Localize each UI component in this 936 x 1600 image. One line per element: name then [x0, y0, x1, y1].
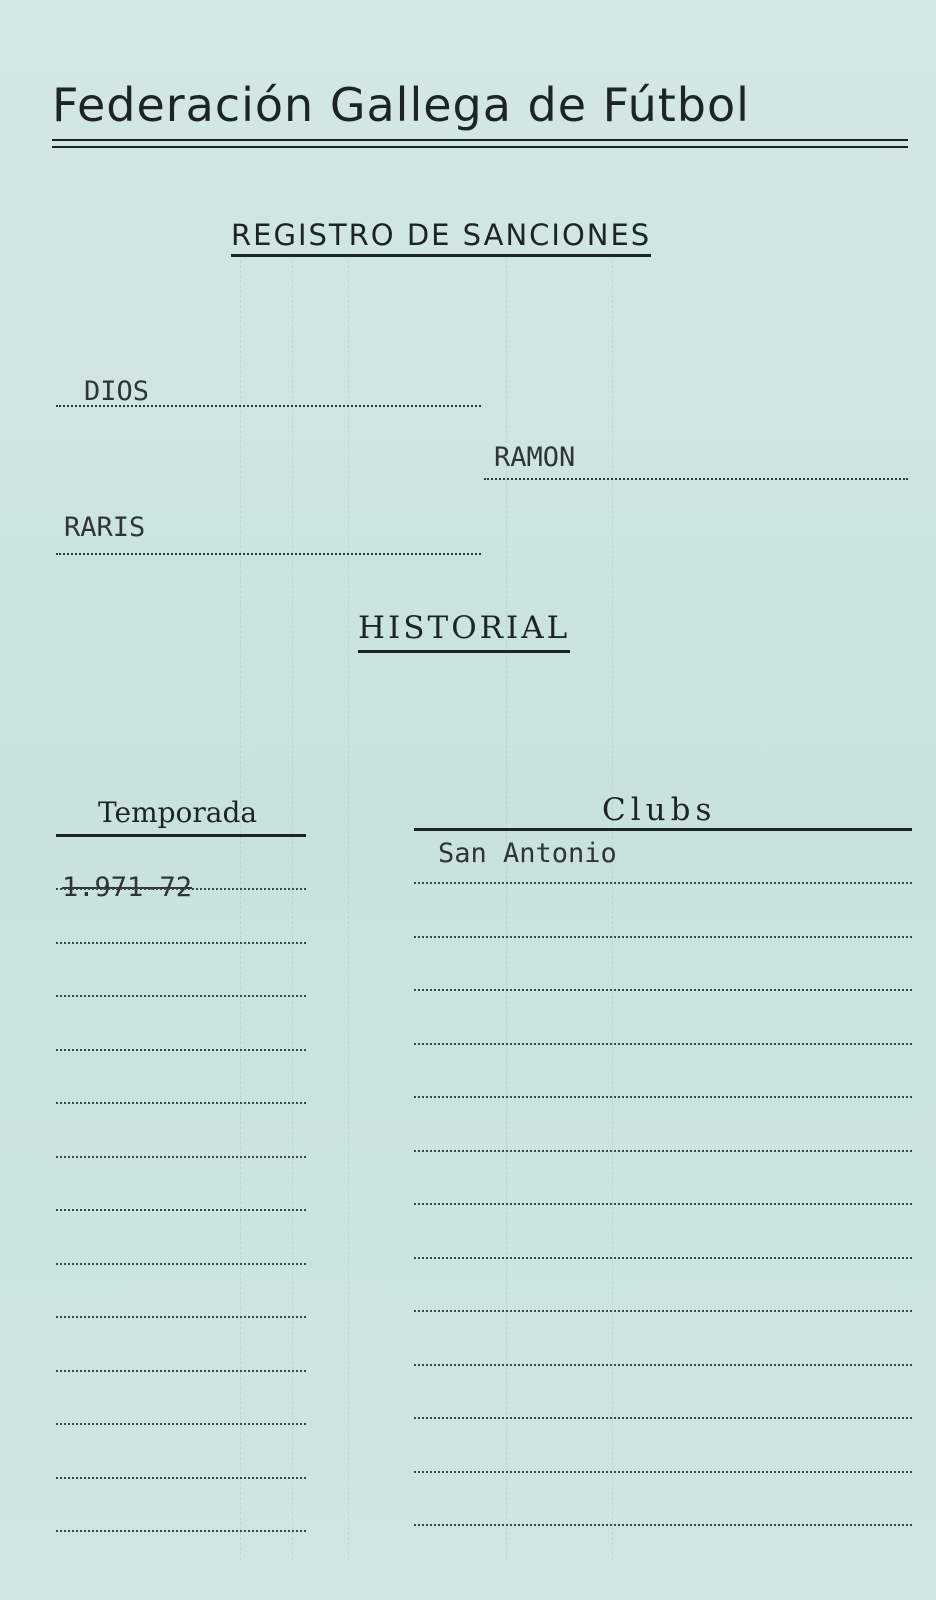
club-row-line[interactable] — [414, 1310, 912, 1312]
season-row-line[interactable] — [56, 1209, 306, 1211]
season-row-line[interactable] — [56, 995, 306, 997]
header-rule-bottom — [52, 146, 908, 148]
club-row-line[interactable] — [414, 1417, 912, 1419]
surname1-value: DIOS — [84, 376, 150, 407]
season-row-line[interactable] — [56, 942, 306, 944]
clubs-column-header: Clubs — [602, 792, 717, 828]
club-row-line[interactable] — [414, 1524, 912, 1526]
season-header-rule — [56, 834, 306, 837]
federation-title: Federación Gallega de Fútbol — [52, 78, 750, 132]
club-row-line[interactable] — [414, 1096, 912, 1098]
card-crease — [292, 260, 293, 1560]
club-row-line[interactable] — [414, 936, 912, 938]
club-row-line[interactable] — [414, 1150, 912, 1152]
history-title: HISTORIAL — [358, 610, 570, 653]
season-row-line[interactable] — [56, 1156, 306, 1158]
season-row-line[interactable] — [56, 1263, 306, 1265]
season-row-line[interactable] — [56, 1316, 306, 1318]
season-row-line[interactable] — [56, 888, 306, 890]
season-column-header: Temporada — [98, 796, 258, 829]
surname2-field[interactable] — [56, 553, 481, 555]
season-row-line[interactable] — [56, 1049, 306, 1051]
header-rule-top — [52, 139, 908, 141]
club-row-line[interactable] — [414, 1043, 912, 1045]
club-row-line[interactable] — [414, 989, 912, 991]
season-row-line[interactable] — [56, 1102, 306, 1104]
season-row-line[interactable] — [56, 1370, 306, 1372]
club-row-line[interactable] — [414, 1364, 912, 1366]
club-row-line[interactable] — [414, 882, 912, 884]
club-row-line[interactable] — [414, 1257, 912, 1259]
surname2-value: RARIS — [64, 512, 146, 543]
season-row-line[interactable] — [56, 1423, 306, 1425]
club-entry: San Antonio — [438, 838, 617, 869]
season-row-line[interactable] — [56, 1477, 306, 1479]
club-row-line[interactable] — [414, 1203, 912, 1205]
card-crease — [240, 260, 241, 1560]
record-subtitle: REGISTRO DE SANCIONES — [231, 218, 651, 257]
clubs-header-rule — [414, 828, 912, 831]
first-name-field[interactable] — [484, 478, 908, 480]
season-entry: 1.971-72 — [62, 872, 193, 903]
club-row-line[interactable] — [414, 1471, 912, 1473]
season-row-line[interactable] — [56, 1530, 306, 1532]
card-crease — [348, 260, 349, 1560]
first-name-value: RAMON — [494, 442, 576, 473]
surname1-field[interactable] — [56, 405, 481, 407]
